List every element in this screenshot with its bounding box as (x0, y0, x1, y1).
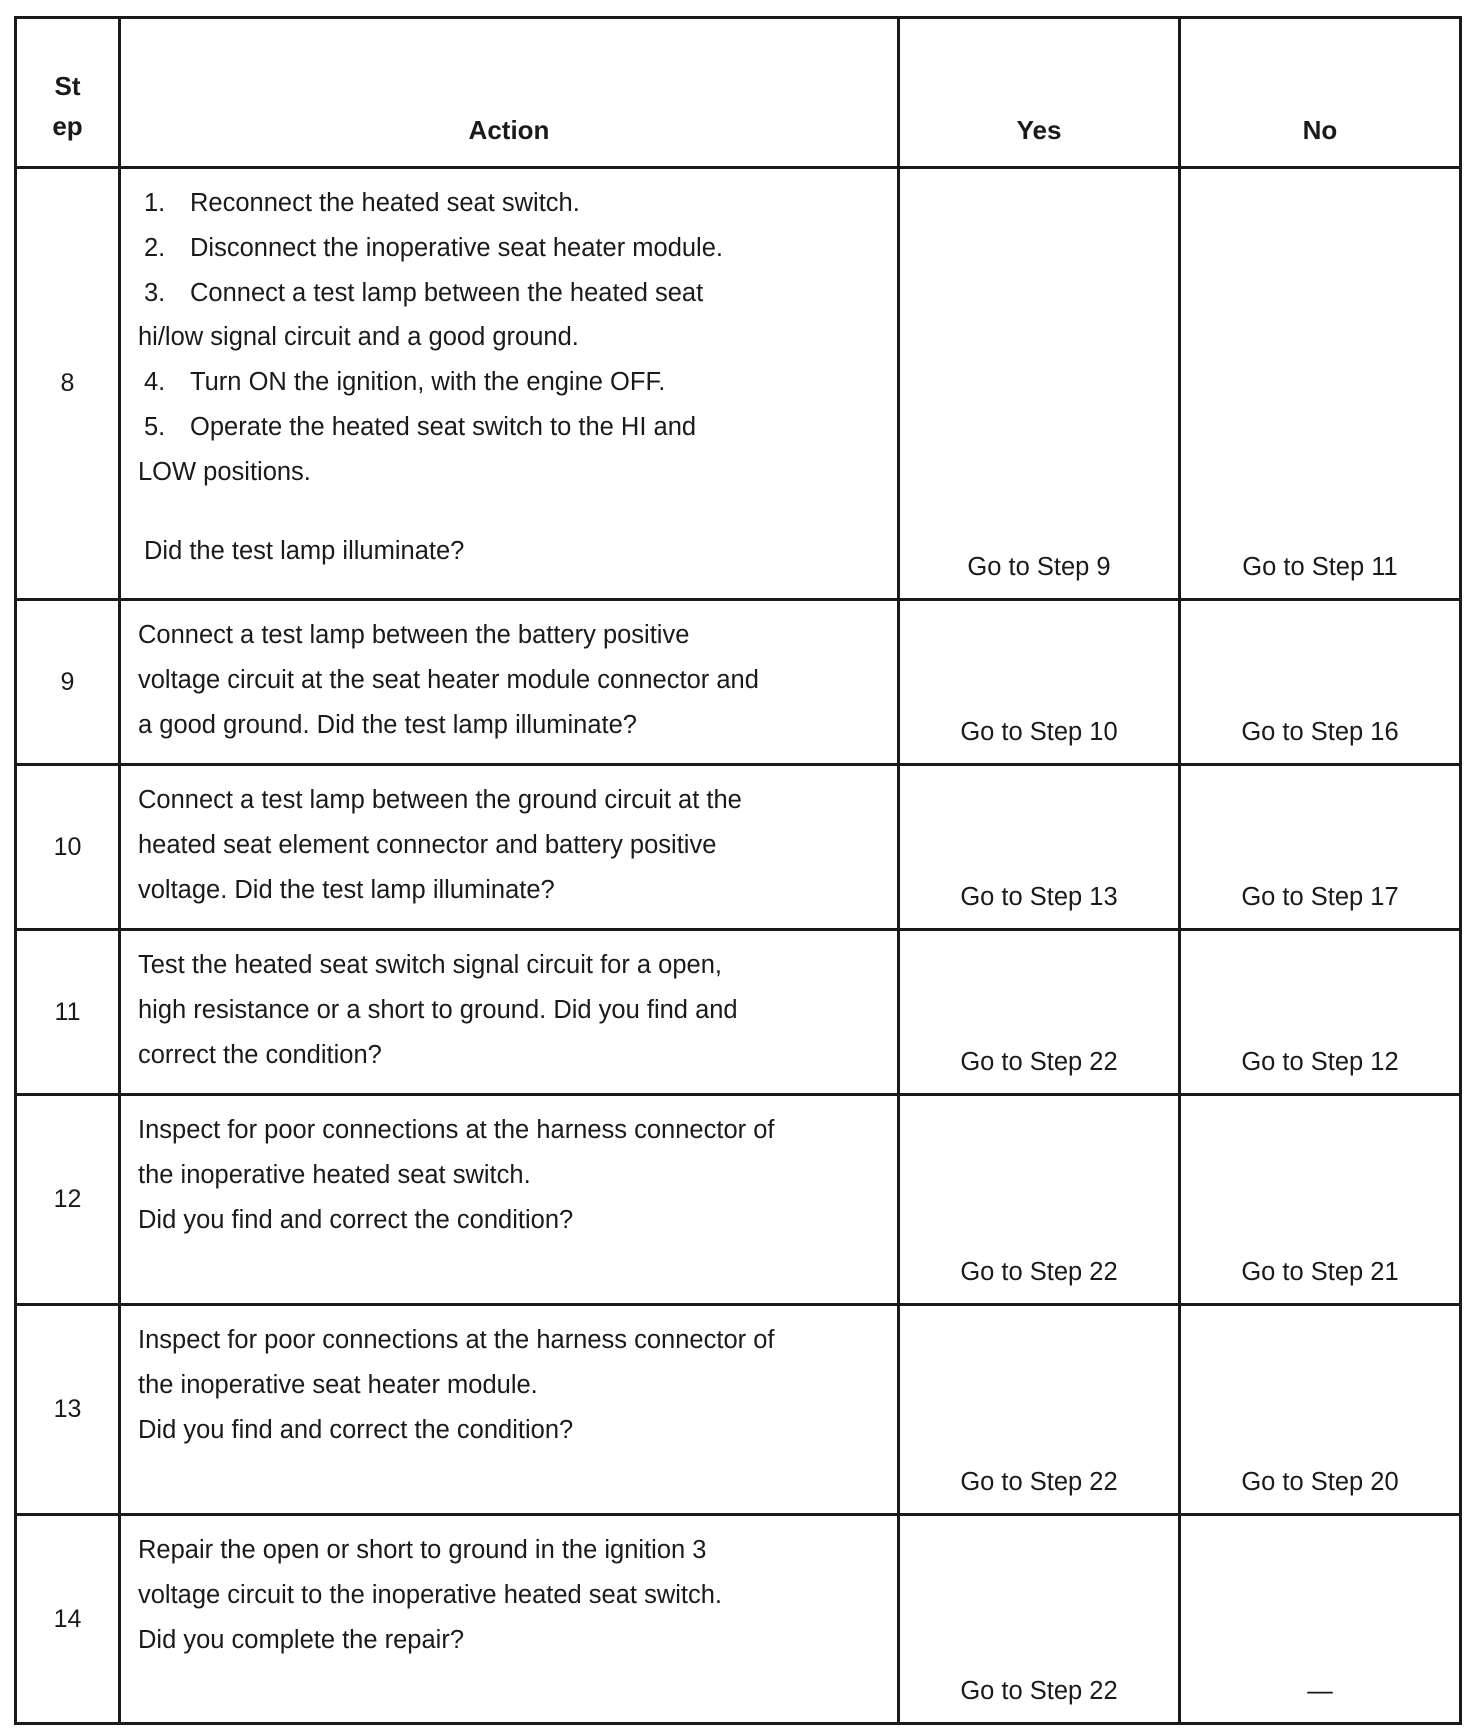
action-cell (120, 765, 899, 930)
header-no: No (1180, 18, 1461, 168)
step-number: 11 (16, 930, 120, 1095)
yes-result: Go to Step 22 (899, 1515, 1180, 1724)
action-cell (120, 168, 899, 600)
action-question: Did the test lamp illuminate? (144, 536, 465, 565)
step-number: 14 (16, 1515, 120, 1724)
action-line: Repair the open or short to ground in the ignition 3 (138, 1536, 707, 1564)
table-row (16, 1515, 1461, 1724)
no-result: Go to Step 21 (1180, 1095, 1461, 1305)
header-step (16, 18, 120, 168)
action-line: voltage circuit to the inoperative heated seat switch. (138, 1580, 722, 1609)
action-line: 5. Operate the heated seat switch to the HI and (144, 412, 697, 441)
header-row (16, 18, 1461, 168)
yes-result: Go to Step 22 (899, 1305, 1180, 1515)
header-step-line1: St (54, 71, 81, 101)
action-cell (120, 1515, 899, 1724)
step-number: 10 (16, 765, 120, 930)
action-line: 3. Connect a test lamp between the heated seat (144, 278, 704, 307)
action-cell (120, 930, 899, 1095)
action-line: voltage. Did the test lamp illuminate? (138, 875, 555, 904)
action-line: the inoperative seat heater module. (138, 1370, 538, 1399)
header-action: Action (120, 18, 899, 168)
action-line: Connect a test lamp between the ground circuit at the (138, 786, 742, 814)
action-line: heated seat element connector and battery positive (138, 830, 717, 859)
no-result: Go to Step 11 (1180, 168, 1461, 600)
yes-result: Go to Step 13 (899, 765, 1180, 930)
no-result: Go to Step 20 (1180, 1305, 1461, 1515)
yes-result: Go to Step 22 (899, 1095, 1180, 1305)
action-line: Did you find and correct the condition? (138, 1415, 574, 1444)
table-row (16, 168, 1461, 600)
action-line: Test the heated seat switch signal circuit for a open, (138, 951, 722, 979)
diagnostic-table (14, 16, 1462, 1725)
yes-result: Go to Step 10 (899, 600, 1180, 765)
no-result: Go to Step 16 (1180, 600, 1461, 765)
action-line: 4. Turn ON the ignition, with the engine OFF. (144, 368, 666, 397)
action-line: the inoperative heated seat switch. (138, 1160, 531, 1189)
yes-result: Go to Step 22 (899, 930, 1180, 1095)
action-line: correct the condition? (138, 1040, 382, 1069)
no-result: Go to Step 12 (1180, 930, 1461, 1095)
no-result: — (1180, 1515, 1461, 1724)
step-number: 8 (16, 168, 120, 600)
action-line: Did you complete the repair? (138, 1625, 465, 1654)
action-line: hi/low signal circuit and a good ground. (138, 323, 579, 352)
table-row (16, 600, 1461, 765)
action-line: Connect a test lamp between the battery positive (138, 621, 690, 649)
action-line: a good ground. Did the test lamp illuminate? (138, 710, 637, 739)
action-line: LOW positions. (138, 457, 311, 486)
table-row (16, 1095, 1461, 1305)
step-number: 13 (16, 1305, 120, 1515)
header-yes: Yes (899, 18, 1180, 168)
action-line: high resistance or a short to ground. Did you find and (138, 995, 738, 1024)
action-line: Inspect for poor connections at the harness connector of (138, 1326, 775, 1354)
step-number: 9 (16, 600, 120, 765)
action-line: 1. Reconnect the heated seat switch. (144, 189, 580, 217)
action-line: voltage circuit at the seat heater module connector and (138, 665, 759, 694)
table-row (16, 1305, 1461, 1515)
action-line: Inspect for poor connections at the harness connector of (138, 1116, 775, 1144)
action-line: Did you find and correct the condition? (138, 1205, 574, 1234)
header-step-line2: ep (52, 111, 83, 141)
action-line: 2. Disconnect the inoperative seat heater module. (144, 233, 723, 262)
step-number: 12 (16, 1095, 120, 1305)
action-cell (120, 1305, 899, 1515)
table-row (16, 765, 1461, 930)
yes-result: Go to Step 9 (899, 168, 1180, 600)
action-cell (120, 1095, 899, 1305)
no-result: Go to Step 17 (1180, 765, 1461, 930)
table-row (16, 930, 1461, 1095)
action-cell (120, 600, 899, 765)
